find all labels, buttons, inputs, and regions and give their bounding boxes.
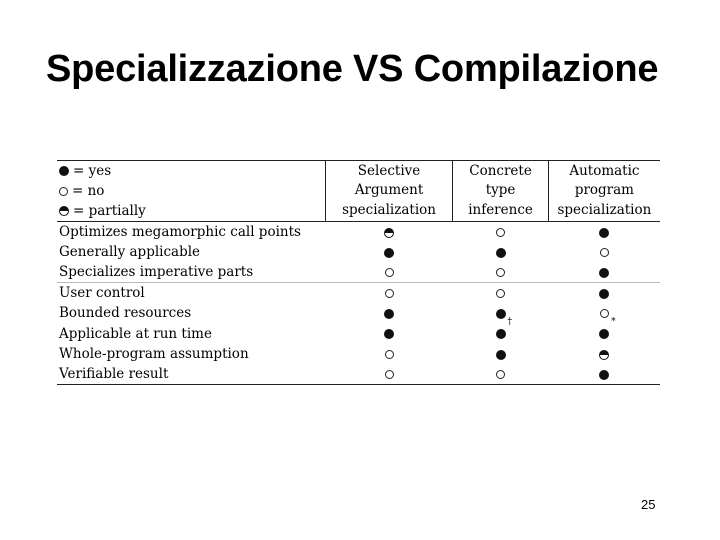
legend-yes [59,161,325,181]
rating-mark [384,242,394,262]
rating-cell [548,344,660,364]
rating-cell [325,303,452,323]
rating-mark [385,262,394,282]
filled-circle-icon [599,228,609,238]
table-row [57,324,660,344]
empty-circle-icon [385,268,394,277]
table-row [57,222,660,243]
rating-mark [496,316,513,344]
rating-mark [600,303,609,323]
rating-cell [325,344,452,364]
empty-circle-icon [496,370,505,379]
rating-mark [384,324,394,344]
rating-cell [453,364,549,385]
rating-mark [599,316,616,344]
legend [57,161,325,222]
rating-cell [548,316,660,344]
legend-no [59,181,325,201]
row-label: Applicable at run time [59,325,212,342]
half-circle-icon [59,206,69,216]
empty-circle-icon [600,309,609,318]
filled-circle-icon [599,268,609,278]
column-header-line: Automatic [569,162,640,179]
comparison-table [57,160,660,385]
rating-cell [325,283,452,304]
legend-yes-label: = yes [73,163,112,179]
row-label: User control [57,283,325,304]
rating-cell [325,222,452,243]
empty-circle-icon [385,350,394,359]
table-row [57,344,660,364]
rating-cell [548,222,660,243]
rating-cell [548,242,660,262]
row-label: Generally applicable [59,244,201,261]
column-header-line: Selective [357,162,421,179]
slide-title: Specializzazione VS Compilazione [46,48,659,90]
rating-cell [325,262,452,283]
rating-cell [548,262,660,283]
rating-cell [548,303,660,323]
footnote-mark: † [507,316,513,327]
empty-circle-icon [385,370,394,379]
empty-circle-icon [496,228,505,237]
rating-cell [453,222,549,243]
rating-mark [496,222,505,242]
rating-mark [599,222,609,242]
footnote-mark: * [611,316,616,327]
table-row [57,283,660,304]
rating-mark [385,364,394,384]
table-row [57,364,660,385]
slide-number: 25 [641,497,656,512]
rating-mark [496,364,505,384]
rating-cell [548,283,660,304]
legend-partially [59,201,325,221]
empty-circle-icon [59,187,68,196]
table-row [57,303,660,323]
column-header-line: type [485,182,516,199]
half-circle-icon [599,350,609,360]
rating-mark [385,344,394,364]
rating-mark [496,303,506,323]
filled-circle-icon [496,309,506,319]
rating-cell [453,262,549,283]
column-header-selective-argument-specialization [325,161,452,222]
rating-cell [453,303,549,323]
filled-circle-icon [384,329,394,339]
empty-circle-icon [496,289,505,298]
rating-mark [600,242,609,262]
column-header-automatic-program-specialization [548,161,660,222]
empty-circle-icon [600,248,609,257]
column-header-line: Argument [354,182,424,199]
filled-circle-icon [599,289,609,299]
rating-mark [385,283,394,303]
table-header-row [57,161,660,222]
rating-mark [496,283,505,303]
filled-circle-icon [384,248,394,258]
rating-mark [599,262,609,282]
empty-circle-icon [385,289,394,298]
row-label: Bounded resources [59,305,192,322]
rating-cell [325,242,452,262]
filled-circle-icon [496,248,506,258]
row-label: Specializes imperative parts [59,264,254,281]
rating-mark [599,283,609,303]
rating-mark [384,222,394,242]
column-header-line: specialization [342,201,436,218]
column-header-line: program [574,182,634,199]
rating-mark [599,364,609,384]
rating-cell [325,324,452,344]
half-circle-icon [384,228,394,238]
rating-cell [453,242,549,262]
filled-circle-icon [599,370,609,380]
empty-circle-icon [496,268,505,277]
table-body [57,222,660,385]
rating-mark [496,242,506,262]
rating-cell [325,364,452,385]
filled-circle-icon [496,350,506,360]
legend-no-label: = no [72,183,105,199]
column-header-line: Concrete [469,162,532,179]
filled-circle-icon [496,329,506,339]
column-header-concrete-type-inference [453,161,549,222]
table-row [57,262,660,283]
rating-cell [548,364,660,385]
column-header-line: specialization [557,201,652,218]
rating-mark [496,262,505,282]
row-label: Whole-program assumption [59,346,249,363]
rating-mark [599,344,609,364]
table-row [57,242,660,262]
filled-circle-icon [599,329,609,339]
rating-mark [496,344,506,364]
row-label: Optimizes megamorphic call points [59,224,301,240]
legend-partially-label: = partially [73,203,146,219]
rating-cell [453,316,549,344]
filled-circle-icon [384,309,394,319]
row-label: Verifiable result [59,366,169,383]
rating-cell [453,283,549,304]
rating-cell [453,344,549,364]
filled-circle-icon [59,166,69,176]
column-header-line: inference [468,201,533,218]
rating-mark [384,303,394,323]
